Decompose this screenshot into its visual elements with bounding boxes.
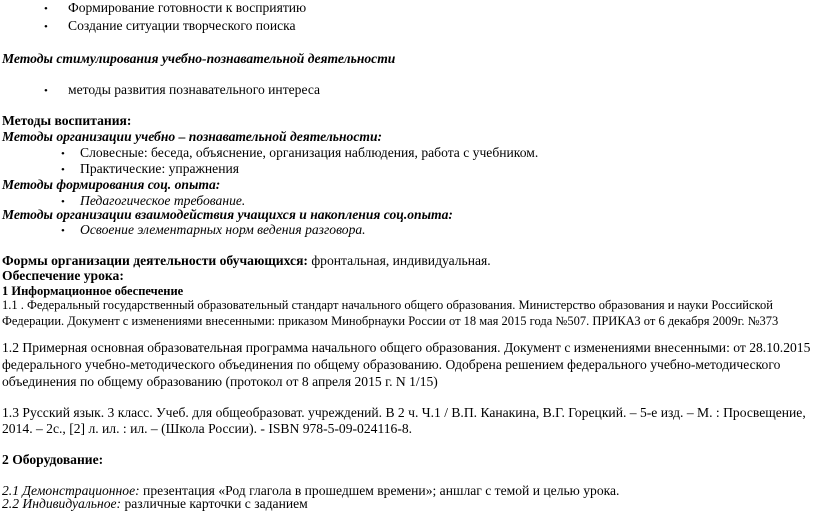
ref3-line: 2014. – 2с., [2] л. ил. : ил. – (Школа России). - ISBN 978-5-09-024116-8. (2, 421, 413, 436)
ref2-line: 1.2 Примерная основная образовательная программа начального общего образования. Документ с изменениями внесенными: от 28.10.2015 (2, 340, 811, 355)
methods-stim-item: методы развития познавательного интереса (68, 82, 321, 97)
bullet-icon: • (44, 3, 48, 15)
equip-heading: 2 Оборудование: (2, 452, 104, 467)
methods-org-item: Словесные: беседа, объяснение, организация наблюдения, работа с учебником. (80, 145, 539, 160)
info-heading: 1 Информационное обеспечение (2, 284, 184, 298)
equip2-value: различные карточки с заданием (121, 496, 308, 511)
methods-stim-heading: Методы стимулирования учебно-познавательной деятельности (2, 51, 396, 66)
equip1-value: презентация «Род глагола в прошедшем времени»; аншлаг с темой и целью урока. (139, 483, 620, 498)
bullet-icon: • (44, 21, 48, 33)
forms-line (2, 253, 491, 269)
forms-label: Формы организации деятельности обучающихся: (2, 253, 308, 268)
ref1-line: Федерации. Документ с изменениями внесенными: приказом Минобрнауки России от 18 мая 2015 года №507. ПРИКАЗ от 6 декабря 2009г. №373 (2, 314, 779, 328)
forms-value: фронтальная, индивидуальная. (307, 253, 491, 268)
methods-soc-item: Педагогическое требование. (80, 193, 246, 208)
bullet-icon: • (44, 85, 48, 97)
methods-org-heading: Методы организации учебно – познавательной деятельности: (2, 129, 383, 144)
methods-inter-item: Освоение элементарных норм ведения разговора. (80, 222, 366, 237)
methods-inter-heading: Методы организации взаимодействия учащихся и накопления соц.опыта: (2, 207, 453, 222)
bullet-icon: • (61, 164, 65, 176)
equip2-label: 2.2 Индивидуальное: (2, 496, 122, 511)
ref2-line: объединения по общему образованию (протокол от 8 апреля 2015 г. N 1/15) (2, 374, 438, 389)
bullet-icon: • (61, 196, 65, 208)
methods-org-item: Практические: упражнения (80, 161, 240, 176)
ref2-line: федерального учебно-методического объединения по общему образованию. Одобрена решением федерального учебно-методического (2, 357, 781, 372)
bullet-icon: • (61, 225, 65, 237)
support-heading: Обеспечение урока: (2, 268, 124, 283)
methods-vosp-heading: Методы воспитания: (2, 113, 132, 128)
bullet-icon: • (61, 148, 65, 160)
methods-soc-heading: Методы формирования соц. опыта: (2, 177, 221, 192)
top-list-item: Создание ситуации творческого поиска (68, 18, 296, 33)
ref1-line: 1.1 . Федеральный государственный образовательный стандарт начального общего образования. Министерство образования и науки Российской (2, 298, 773, 312)
ref3-line: 1.3 Русский язык. 3 класс. Учеб. для общеобразоват. учреждений. В 2 ч. Ч.1 / В.П. Канакина, В.Г. Горецкий. – 5-е изд. – М. : Просвещение, (2, 405, 806, 420)
equip1-label: 2.1 Демонстрационное: (2, 483, 140, 498)
top-list-item: Формирование готовности к восприятию (68, 0, 307, 15)
